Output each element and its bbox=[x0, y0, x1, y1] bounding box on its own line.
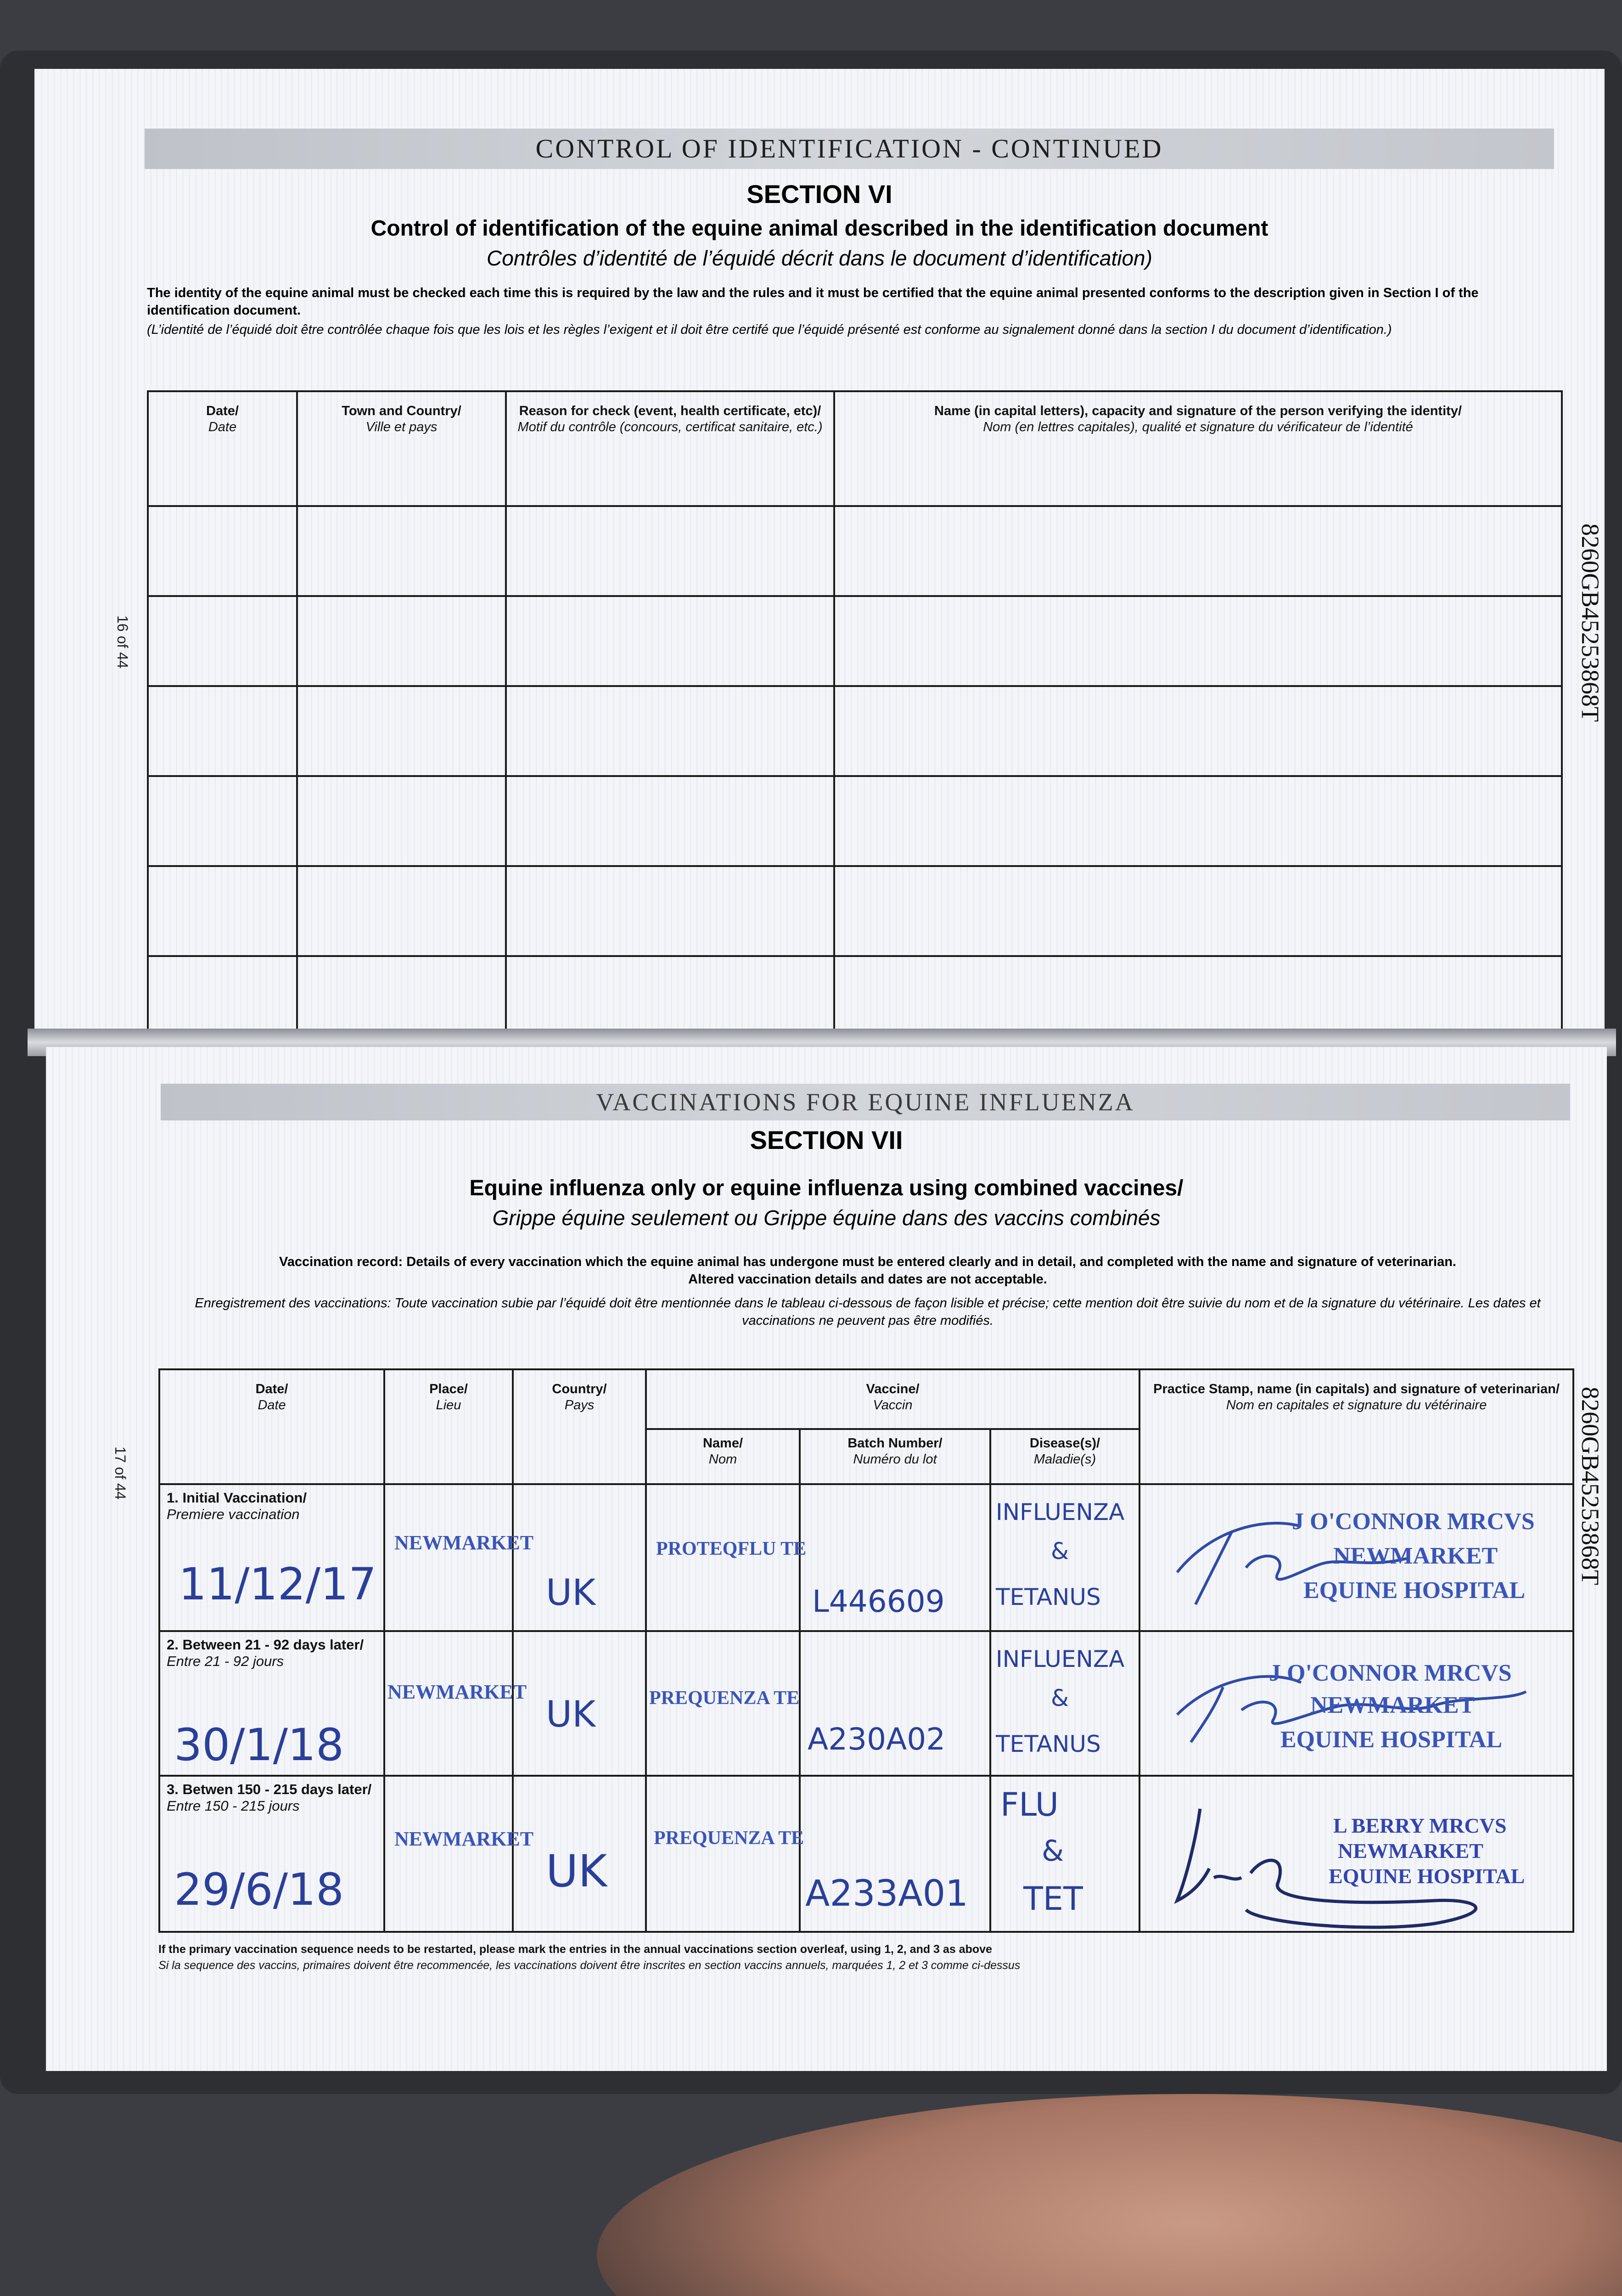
identity-check-table bbox=[147, 390, 1563, 1038]
row2-disease-3: TETANUS bbox=[996, 1731, 1101, 1757]
row3-country: UK bbox=[546, 1846, 607, 1897]
section-vi-title-en: Control of identification of the equine animal described in the identification document bbox=[370, 216, 1268, 241]
table-row[interactable] bbox=[148, 956, 1562, 1037]
row3-date-cell[interactable]: 3. Betwen 150 - 215 days later/ Entre 150 - 215 jours 29/6/18 bbox=[159, 1776, 384, 1932]
row2-date-cell[interactable]: 2. Between 21 - 92 days later/ Entre 21 - 92 jours 30/1/18 bbox=[159, 1631, 384, 1776]
row3-batch: A233A01 bbox=[805, 1873, 968, 1914]
row2-batch-cell[interactable] bbox=[800, 1631, 990, 1776]
row3-disease-1: FLU bbox=[1000, 1786, 1059, 1823]
row3-vaccine-name: PREQUENZA TE bbox=[654, 1828, 804, 1849]
section-vii-banner: VACCINATIONS FOR EQUINE INFLUENZA bbox=[161, 1084, 1570, 1120]
row2-disease-1: INFLUENZA bbox=[996, 1646, 1125, 1672]
row2-stamp-cell[interactable] bbox=[1139, 1631, 1573, 1776]
table-row[interactable] bbox=[148, 866, 1562, 956]
table-row[interactable] bbox=[159, 1776, 1573, 1932]
row2-country: UK bbox=[546, 1694, 596, 1735]
row1-stamp-line2: NEWMARKET bbox=[1333, 1543, 1498, 1569]
row3-disease-2: & bbox=[1042, 1834, 1064, 1868]
row1-disease-2: & bbox=[1051, 1538, 1069, 1564]
row2-disease-2: & bbox=[1051, 1685, 1069, 1711]
row2-vaccine-name: PREQUENZA TE bbox=[649, 1688, 800, 1709]
section-vii-title-en: Equine influenza only or equine influenza using combined vaccines/ bbox=[469, 1176, 1184, 1200]
row3-country-cell[interactable] bbox=[513, 1776, 646, 1932]
table-row[interactable] bbox=[148, 776, 1562, 866]
row1-vaccine-name-cell[interactable] bbox=[646, 1484, 807, 1631]
row1-disease-cell[interactable] bbox=[990, 1484, 1139, 1631]
section-vi-banner: CONTROL OF IDENTIFICATION - CONTINUED bbox=[145, 129, 1554, 169]
col-header-place: Place/ Lieu bbox=[384, 1369, 513, 1484]
row1-batch: L446609 bbox=[812, 1584, 945, 1619]
row1-disease-3: TETANUS bbox=[996, 1584, 1101, 1610]
row3-stamp-line2: NEWMARKET bbox=[1338, 1839, 1483, 1863]
page-number-16: 16 of 44 bbox=[114, 615, 131, 669]
row1-stamp-line3: EQUINE HOSPITAL bbox=[1303, 1577, 1526, 1604]
table-row[interactable] bbox=[148, 596, 1562, 686]
row2-place: NEWMARKET bbox=[387, 1681, 527, 1703]
row2-batch: A230A02 bbox=[808, 1722, 946, 1757]
col-header-stamp: Practice Stamp, name (in capitals) and signature of veterinarian/ Nom en capitales et signature du vétérinaire bbox=[1139, 1369, 1573, 1484]
row1-date: 11/12/17 bbox=[179, 1559, 377, 1610]
serial-number-top: 8260GB45253868T bbox=[1577, 523, 1604, 722]
col-header-country: Country/ Pays bbox=[513, 1369, 646, 1484]
row2-stamp-line1: J O'CONNOR MRCVS bbox=[1269, 1660, 1512, 1686]
table-row[interactable] bbox=[148, 686, 1562, 776]
row3-stamp-cell[interactable] bbox=[1139, 1776, 1573, 1932]
table-row[interactable] bbox=[159, 1631, 1573, 1776]
row3-vaccine-name-cell[interactable] bbox=[646, 1776, 804, 1932]
row1-country: UK bbox=[546, 1572, 596, 1614]
col-header-date: Date/ Date bbox=[148, 391, 297, 506]
section-vi-title-fr: Contrôles d’identité de l’équidé décrit dans le document d’identification) bbox=[487, 246, 1152, 270]
vaccination-record-en: Vaccination record: Details of every vaccination which the equine animal has undergone must be entered clearly and in detail, and completed with the name and signature of veterinarian. Altered vaccination details and dates are not acceptable. bbox=[279, 1255, 1456, 1287]
row1-disease-1: INFLUENZA bbox=[996, 1499, 1125, 1525]
col-header-disease: Disease(s)/ Maladie(s) bbox=[990, 1429, 1139, 1484]
table-row[interactable] bbox=[159, 1484, 1573, 1631]
row1-date-cell[interactable]: 1. Initial Vaccination/ Premiere vaccination 11/12/17 bbox=[159, 1484, 384, 1631]
row2-stamp-line2: NEWMARKET bbox=[1310, 1692, 1475, 1718]
row3-place: NEWMARKET bbox=[394, 1828, 534, 1850]
col-header-verifier: Name (in capital letters), capacity and signature of the person verifying the identity/ Nom (en lettres capitales), qualité et signature du vérificateur de l’identité bbox=[834, 391, 1562, 506]
page-section-vii bbox=[46, 1047, 1607, 2071]
footnote-fr: Si la sequence des vaccins, primaires doivent être recommencée, les vaccinations doivent être inscrites en section vaccins annuels, marquées 1, 2 et 3 comme ci-dessus bbox=[158, 1959, 1021, 1972]
row2-stamp-line3: EQUINE HOSPITAL bbox=[1280, 1727, 1503, 1753]
row1-place-cell[interactable] bbox=[384, 1484, 534, 1631]
row2-date: 30/1/18 bbox=[174, 1719, 344, 1771]
col-header-town-country: Town and Country/ Ville et pays bbox=[297, 391, 506, 506]
row3-stamp-line1: L BERRY MRCVS bbox=[1333, 1814, 1507, 1837]
section-vii-label: SECTION VII bbox=[750, 1125, 903, 1154]
section-vi-intro-fr: (L’identité de l’équidé doit être contrôlée chaque fois que les lois et les règles l’exigent et il doit être certifé que l’équidé présenté est conforme au signalement donné dans la section I du document d’identification.) bbox=[147, 322, 1392, 337]
row2-vaccine-name-cell[interactable] bbox=[646, 1631, 800, 1776]
page-number-17: 17 of 44 bbox=[112, 1446, 129, 1500]
row1-batch-cell[interactable] bbox=[800, 1484, 990, 1631]
serial-number-bottom: 8260GB45253868T bbox=[1577, 1387, 1604, 1585]
row2-disease-cell[interactable] bbox=[990, 1631, 1139, 1776]
page-section-vi bbox=[34, 69, 1605, 1038]
section-vi-label: SECTION VI bbox=[746, 180, 892, 208]
row3-batch-cell[interactable] bbox=[800, 1776, 990, 1932]
row3-date: 29/6/18 bbox=[174, 1864, 344, 1915]
col-header-vaccine-name: Name/ Nom bbox=[646, 1429, 800, 1484]
col-header-batch: Batch Number/ Numéro du lot bbox=[800, 1429, 990, 1484]
vaccination-record-fr: Enregistrement des vaccinations: Toute vaccination subie par l’équidé doit être mentionnée dans le tableau ci-dessous de façon lisible et précise; cette mention doit être suivie du nom et de la signature du vétérinaire. Les dates et vaccinations ne peuvent pas être modifiés. bbox=[195, 1296, 1541, 1328]
row1-place: NEWMARKET bbox=[394, 1531, 534, 1554]
row2-country-cell[interactable] bbox=[513, 1631, 646, 1776]
row2-place-cell[interactable] bbox=[384, 1631, 527, 1776]
row3-disease-3: TET bbox=[1023, 1880, 1083, 1918]
row1-stamp-cell[interactable] bbox=[1139, 1484, 1573, 1631]
hand bbox=[597, 2094, 1622, 2296]
col-header-vaccine: Vaccine/ Vaccin bbox=[646, 1369, 1139, 1429]
row3-disease-cell[interactable] bbox=[990, 1776, 1139, 1932]
table-row[interactable] bbox=[148, 506, 1562, 596]
row1-stamp-line1: J O'CONNOR MRCVS bbox=[1292, 1508, 1535, 1535]
footnote-en: If the primary vaccination sequence needs to be restarted, please mark the entries in the annual vaccinations section overleaf, using 1, 2, and 3 as above bbox=[158, 1943, 992, 1956]
col-header-reason: Reason for check (event, health certificate, etc)/ Motif du contrôle (concours, certificat sanitaire, etc.) bbox=[506, 391, 834, 506]
row3-place-cell[interactable] bbox=[384, 1776, 534, 1932]
row1-country-cell[interactable] bbox=[513, 1484, 646, 1631]
section-vi-intro-en: The identity of the equine animal must be checked each time this is required by the law and the rules and it must be certified that the equine animal presented conforms to the description given in Section I of the identification document. bbox=[147, 286, 1479, 318]
col-header-date: Date/ Date bbox=[159, 1369, 384, 1484]
row3-stamp-line3: EQUINE HOSPITAL bbox=[1329, 1864, 1525, 1888]
section-vii-title-fr: Grippe équine seulement ou Grippe équine dans des vaccins combinés bbox=[492, 1206, 1161, 1230]
vaccination-table bbox=[158, 1368, 1574, 1933]
row1-vaccine-name: PROTEQFLU TE bbox=[656, 1538, 807, 1559]
